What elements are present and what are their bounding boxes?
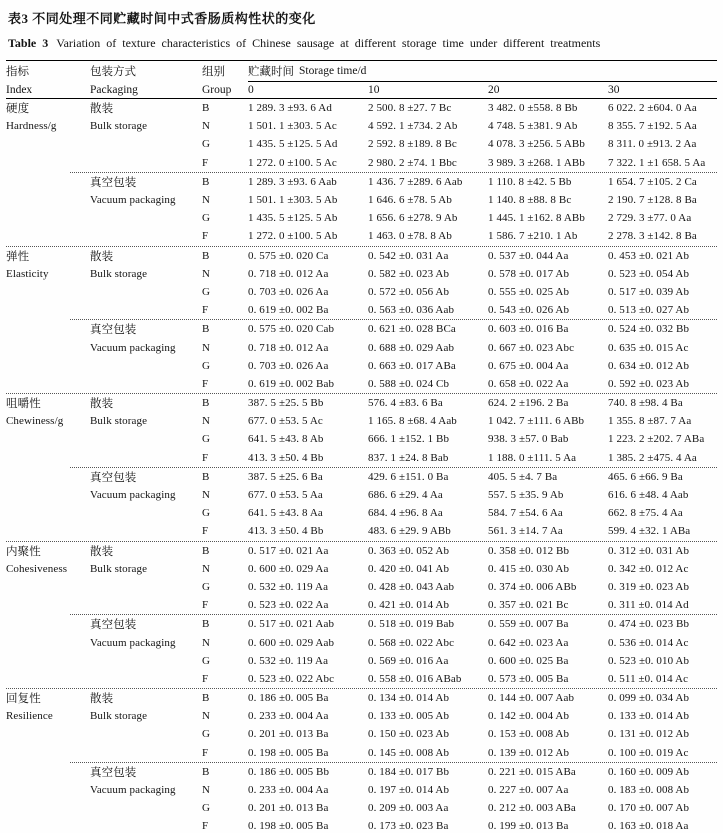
header-storage-zh: 贮藏时间: [248, 65, 294, 78]
cell-value: 387. 5 ±25. 6 Ba: [248, 470, 323, 483]
group-label: F: [202, 304, 209, 317]
cell-value: 0. 592 ±0. 023 Ab: [608, 377, 690, 390]
table-row: [6, 725, 717, 743]
cell-value: 0. 311 ±0. 014 Ad: [608, 599, 689, 612]
cell-value: 1 501. 1 ±303. 5 Ac: [248, 120, 337, 133]
cell-value: 0. 139 ±0. 012 Ab: [488, 746, 570, 759]
packaging-label: Vacuum packaging: [90, 341, 176, 354]
group-label: G: [202, 580, 211, 593]
cell-value: 599. 4 ±32. 1 ABa: [608, 525, 691, 538]
cell-value: 0. 517 ±0. 021 Aab: [248, 618, 335, 631]
group-label: N: [202, 415, 211, 428]
packaging-label: 真空包装: [90, 471, 137, 484]
group-label: F: [202, 820, 209, 833]
cell-value: 2 500. 8 ±27. 7 Bc: [368, 102, 452, 115]
cell-value: 0. 603 ±0. 016 Ba: [488, 323, 569, 336]
group-label: B: [202, 544, 210, 557]
cell-value: 0. 523 ±0. 022 Abc: [248, 672, 335, 685]
packaging-label: 真空包装: [90, 766, 137, 779]
cell-value: 641. 5 ±43. 8 Aa: [248, 507, 323, 520]
group-label: F: [202, 230, 209, 243]
cell-value: 0. 588 ±0. 024 Cb: [368, 377, 450, 390]
header-packaging-en: Packaging: [90, 83, 138, 96]
cell-value: 0. 145 ±0. 008 Ab: [368, 746, 450, 759]
cell-value: 8 311. 0 ±913. 2 Aa: [608, 138, 697, 151]
table-row: [6, 504, 717, 522]
table-row: [6, 99, 717, 117]
cell-value: 7 322. 1 ±1 658. 5 Aa: [608, 156, 706, 169]
cell-value: 0. 133 ±0. 005 Ab: [368, 710, 450, 723]
cell-value: 0. 221 ±0. 015 ABa: [488, 765, 576, 778]
header-row-zh: [6, 61, 717, 81]
cell-value: 0. 635 ±0. 015 Ac: [608, 341, 689, 354]
packaging-label: Bulk storage: [90, 710, 148, 723]
cell-value: 0. 600 ±0. 029 Aa: [248, 562, 329, 575]
cell-value: 0. 415 ±0. 030 Ab: [488, 562, 570, 575]
cell-value: 1 436. 7 ±289. 6 Aab: [368, 175, 463, 188]
group-label: B: [202, 397, 210, 410]
cell-value: 0. 358 ±0. 012 Bb: [488, 544, 570, 557]
index-label: Hardness/g: [6, 120, 57, 133]
cell-value: 0. 474 ±0. 023 Bb: [608, 618, 690, 631]
cell-value: 1 435. 5 ±125. 5 Ad: [248, 138, 338, 151]
cell-value: 0. 186 ±0. 005 Bb: [248, 765, 330, 778]
group-label: B: [202, 175, 210, 188]
cell-value: 0. 642 ±0. 023 Aa: [488, 636, 569, 649]
table-row: [6, 357, 717, 375]
cell-value: 740. 8 ±98. 4 Ba: [608, 397, 683, 410]
cell-value: 465. 6 ±66. 9 Ba: [608, 470, 683, 483]
texture-table: [6, 60, 717, 833]
cell-value: 0. 173 ±0. 023 Ba: [368, 820, 449, 833]
group-label: G: [202, 359, 211, 372]
table-header: [6, 61, 717, 98]
group-label: F: [202, 746, 209, 759]
cell-value: 0. 319 ±0. 023 Ab: [608, 580, 690, 593]
table-row: [6, 247, 717, 265]
cell-value: 0. 667 ±0. 023 Abc: [488, 341, 575, 354]
cell-value: 0. 518 ±0. 019 Bab: [368, 618, 455, 631]
table-row: [6, 670, 717, 688]
cell-value: 413. 3 ±50. 4 Bb: [248, 525, 324, 538]
cell-value: 837. 1 ±24. 8 Bab: [368, 451, 449, 464]
group-label: F: [202, 672, 209, 685]
table-row: [6, 542, 717, 560]
cell-value: 0. 663 ±0. 017 ABa: [368, 359, 456, 372]
cell-value: 0. 513 ±0. 027 Ab: [608, 304, 690, 317]
group-label: G: [202, 138, 211, 151]
table-row: [6, 799, 717, 817]
cell-value: 1 272. 0 ±100. 5 Ab: [248, 230, 338, 243]
packaging-label: 真空包装: [90, 176, 137, 189]
index-label: 咀嚼性: [6, 398, 41, 411]
header-packaging-zh: 包装方式: [90, 66, 136, 78]
cell-value: 0. 163 ±0. 018 Aa: [608, 820, 689, 833]
cell-value: 641. 5 ±43. 8 Ab: [248, 433, 324, 446]
cell-value: 4 592. 1 ±734. 2 Ab: [368, 120, 458, 133]
packaging-label: Bulk storage: [90, 415, 148, 428]
group-label: G: [202, 433, 211, 446]
cell-value: 0. 517 ±0. 021 Aa: [248, 544, 329, 557]
cell-value: 4 748. 5 ±381. 9 Ab: [488, 120, 578, 133]
header-row-en: [6, 81, 717, 98]
group-label: G: [202, 654, 211, 667]
table-row: [6, 209, 717, 227]
cell-value: 0. 568 ±0. 022 Abc: [368, 636, 455, 649]
cell-value: 0. 573 ±0. 005 Ba: [488, 672, 569, 685]
cell-value: 0. 134 ±0. 014 Ab: [368, 692, 450, 705]
cell-value: 0. 537 ±0. 044 Aa: [488, 249, 569, 262]
group-label: B: [202, 692, 210, 705]
cell-value: 1 110. 8 ±42. 5 Bb: [488, 175, 572, 188]
table-row: [6, 265, 717, 283]
cell-value: 0. 357 ±0. 021 Bc: [488, 599, 569, 612]
table-row: [6, 154, 717, 172]
cell-value: 2 980. 2 ±74. 1 Bbc: [368, 156, 457, 169]
cell-value: 1 435. 5 ±125. 5 Ab: [248, 212, 338, 225]
packaging-label: 散装: [90, 693, 114, 706]
group-label: F: [202, 377, 209, 390]
index-label: Chewiness/g: [6, 415, 64, 428]
table-row: [6, 689, 717, 707]
cell-value: 0. 542 ±0. 031 Aa: [368, 249, 449, 262]
group-label: G: [202, 507, 211, 520]
cell-value: 0. 575 ±0. 020 Cab: [248, 323, 335, 336]
cell-value: 0. 100 ±0. 019 Ac: [608, 746, 689, 759]
header-time-10: 10: [368, 83, 380, 96]
table-row: [6, 117, 717, 135]
packaging-label: 真空包装: [90, 619, 137, 632]
table-row: [6, 817, 717, 833]
cell-value: 677. 0 ±53. 5 Aa: [248, 489, 323, 502]
cell-value: 0. 558 ±0. 016 ABab: [368, 672, 462, 685]
cell-value: 0. 363 ±0. 052 Ab: [368, 544, 450, 557]
cell-value: 0. 523 ±0. 022 Aa: [248, 599, 329, 612]
group-label: N: [202, 489, 211, 502]
header-index-en: Index: [6, 83, 33, 96]
table-row: [6, 135, 717, 153]
group-label: B: [202, 102, 210, 115]
cell-value: 686. 6 ±29. 4 Aa: [368, 489, 443, 502]
table-row: [6, 338, 717, 356]
cell-value: 0. 536 ±0. 014 Ac: [608, 636, 689, 649]
group-label: N: [202, 710, 211, 723]
cell-value: 0. 453 ±0. 021 Ab: [608, 249, 690, 262]
cell-value: 561. 3 ±14. 7 Aa: [488, 525, 563, 538]
table-row: [6, 560, 717, 578]
cell-value: 6 022. 2 ±604. 0 Aa: [608, 102, 697, 115]
cell-value: 557. 5 ±35. 9 Ab: [488, 489, 564, 502]
header-storage-en: Storage time/d: [299, 64, 367, 77]
cell-value: 0. 703 ±0. 026 Aa: [248, 359, 329, 372]
cell-value: 0. 421 ±0. 014 Ab: [368, 599, 450, 612]
cell-value: 0. 517 ±0. 039 Ab: [608, 285, 690, 298]
table-row: [6, 744, 717, 762]
cell-value: 0. 718 ±0. 012 Aa: [248, 267, 329, 280]
cell-value: 0. 532 ±0. 119 Aa: [248, 654, 329, 667]
table-row: [6, 301, 717, 319]
table-row: [6, 652, 717, 670]
cell-value: 0. 532 ±0. 119 Aa: [248, 580, 329, 593]
cell-value: 2 278. 3 ±142. 8 Ba: [608, 230, 697, 243]
packaging-label: 散装: [90, 398, 114, 411]
index-label: Cohesiveness: [6, 562, 68, 575]
cell-value: 3 482. 0 ±558. 8 Bb: [488, 102, 578, 115]
index-label: 回复性: [6, 693, 41, 706]
cell-value: 0. 675 ±0. 004 Aa: [488, 359, 569, 372]
index-label: Resilience: [6, 710, 53, 723]
group-label: G: [202, 728, 211, 741]
table-title-en-label: Table 3: [8, 36, 49, 50]
table-row: [6, 486, 717, 504]
table-row: [6, 522, 717, 540]
table-row: [6, 283, 717, 301]
group-label: N: [202, 562, 211, 575]
group-label: N: [202, 267, 211, 280]
index-label: Elasticity: [6, 267, 49, 280]
cell-value: 3 989. 3 ±268. 1 ABb: [488, 156, 585, 169]
table-row: [6, 227, 717, 245]
cell-value: 0. 420 ±0. 041 Ab: [368, 562, 450, 575]
table-row: [6, 191, 717, 209]
cell-value: 1 463. 0 ±78. 8 Ab: [368, 230, 452, 243]
group-label: B: [202, 323, 210, 336]
cell-value: 0. 428 ±0. 043 Aab: [368, 580, 455, 593]
cell-value: 1 140. 8 ±88. 8 Bc: [488, 194, 572, 207]
cell-value: 0. 718 ±0. 012 Aa: [248, 341, 329, 354]
table-row: [6, 430, 717, 448]
cell-value: 0. 099 ±0. 034 Ab: [608, 692, 690, 705]
cell-value: 0. 559 ±0. 007 Ba: [488, 618, 569, 631]
table-row: [6, 375, 717, 393]
cell-value: 1 586. 7 ±210. 1 Ab: [488, 230, 578, 243]
header-group-zh: 组别: [202, 66, 225, 78]
cell-value: 576. 4 ±83. 6 Ba: [368, 397, 443, 410]
index-label: 弹性: [6, 250, 30, 263]
group-label: N: [202, 341, 211, 354]
cell-value: 0. 572 ±0. 056 Ab: [368, 285, 450, 298]
cell-value: 666. 1 ±152. 1 Bb: [368, 433, 450, 446]
table-title-en: [6, 36, 717, 51]
header-storage-time: [248, 61, 717, 82]
cell-value: 0. 524 ±0. 032 Bb: [608, 323, 690, 336]
cell-value: 938. 3 ±57. 0 Bab: [488, 433, 569, 446]
group-label: F: [202, 599, 209, 612]
packaging-label: Bulk storage: [90, 562, 148, 575]
cell-value: 1 501. 1 ±303. 5 Ab: [248, 194, 338, 207]
group-label: B: [202, 765, 210, 778]
cell-value: 0. 184 ±0. 017 Bb: [368, 765, 450, 778]
cell-value: 2 190. 7 ±128. 8 Ba: [608, 194, 697, 207]
packaging-label: Bulk storage: [90, 120, 148, 133]
cell-value: 0. 600 ±0. 025 Ba: [488, 654, 569, 667]
group-label: N: [202, 784, 211, 797]
packaging-label: Vacuum packaging: [90, 489, 176, 502]
cell-value: 1 188. 0 ±111. 5 Aa: [488, 451, 577, 464]
packaging-label: Vacuum packaging: [90, 784, 176, 797]
cell-value: 0. 621 ±0. 028 BCa: [368, 323, 456, 336]
cell-value: 0. 619 ±0. 002 Bab: [248, 377, 335, 390]
group-label: G: [202, 285, 211, 298]
cell-value: 1 289. 3 ±93. 6 Ad: [248, 102, 332, 115]
packaging-label: Vacuum packaging: [90, 194, 176, 207]
cell-value: 0. 511 ±0. 014 Ac: [608, 672, 689, 685]
packaging-label: 散装: [90, 103, 114, 116]
packaging-label: 真空包装: [90, 324, 137, 337]
cell-value: 0. 233 ±0. 004 Aa: [248, 710, 329, 723]
table-row: [6, 173, 717, 191]
cell-value: 616. 6 ±48. 4 Aab: [608, 489, 689, 502]
cell-value: 0. 198 ±0. 005 Ba: [248, 746, 329, 759]
cell-value: 0. 578 ±0. 017 Ab: [488, 267, 570, 280]
cell-value: 0. 523 ±0. 054 Ab: [608, 267, 690, 280]
cell-value: 1 272. 0 ±100. 5 Ac: [248, 156, 337, 169]
cell-value: 1 165. 8 ±68. 4 Aab: [368, 415, 457, 428]
packaging-label: Vacuum packaging: [90, 636, 176, 649]
cell-value: 0. 201 ±0. 013 Ba: [248, 802, 329, 815]
cell-value: 0. 197 ±0. 014 Ab: [368, 784, 450, 797]
group-label: G: [202, 212, 211, 225]
cell-value: 1 223. 2 ±202. 7 ABa: [608, 433, 705, 446]
cell-value: 1 656. 6 ±278. 9 Ab: [368, 212, 458, 225]
table-row: [6, 781, 717, 799]
cell-value: 0. 227 ±0. 007 Aa: [488, 784, 569, 797]
cell-value: 0. 555 ±0. 025 Ab: [488, 285, 570, 298]
cell-value: 0. 619 ±0. 002 Ba: [248, 304, 329, 317]
table-row: [6, 412, 717, 430]
cell-value: 0. 160 ±0. 009 Ab: [608, 765, 690, 778]
header-time-30: 30: [608, 83, 620, 96]
cell-value: 0. 142 ±0. 004 Ab: [488, 710, 570, 723]
index-label: 硬度: [6, 103, 30, 116]
table-title-zh: 表3 不同处理不同贮藏时间中式香肠质构性状的变化: [8, 11, 316, 26]
group-label: G: [202, 802, 211, 815]
cell-value: 0. 201 ±0. 013 Ba: [248, 728, 329, 741]
cell-value: 1 355. 8 ±87. 7 Aa: [608, 415, 692, 428]
cell-value: 0. 342 ±0. 012 Ac: [608, 562, 689, 575]
cell-value: 0. 170 ±0. 007 Ab: [608, 802, 690, 815]
packaging-label: Bulk storage: [90, 267, 148, 280]
group-label: F: [202, 156, 209, 169]
cell-value: 429. 6 ±151. 0 Ba: [368, 470, 449, 483]
cell-value: 0. 688 ±0. 029 Aab: [368, 341, 455, 354]
table-row: [6, 449, 717, 467]
group-label: N: [202, 120, 211, 133]
header-time-0: 0: [248, 83, 254, 96]
cell-value: 624. 2 ±196. 2 Ba: [488, 397, 569, 410]
cell-value: 1 646. 6 ±78. 5 Ab: [368, 194, 452, 207]
cell-value: 2 729. 3 ±77. 0 Aa: [608, 212, 692, 225]
cell-value: 0. 563 ±0. 036 Aab: [368, 304, 455, 317]
group-label: B: [202, 618, 210, 631]
cell-value: 0. 575 ±0. 020 Ca: [248, 249, 329, 262]
group-label: N: [202, 194, 211, 207]
header-group-en: Group: [202, 83, 232, 96]
group-label: B: [202, 249, 210, 262]
table-row: [6, 763, 717, 781]
table-row: [6, 596, 717, 614]
group-label: B: [202, 470, 210, 483]
cell-value: 0. 703 ±0. 026 Aa: [248, 285, 329, 298]
table-title-en-text: Variation of texture characteristics of Chinese sausage at different storage time under different treatments: [56, 36, 601, 50]
cell-value: 0. 198 ±0. 005 Ba: [248, 820, 329, 833]
table-row: [6, 615, 717, 633]
cell-value: 684. 4 ±96. 8 Aa: [368, 507, 443, 520]
cell-value: 1 289. 3 ±93. 6 Aab: [248, 175, 337, 188]
packaging-label: 散装: [90, 250, 114, 263]
table-row: [6, 707, 717, 725]
cell-value: 0. 133 ±0. 014 Ab: [608, 710, 690, 723]
cell-value: 0. 582 ±0. 023 Ab: [368, 267, 450, 280]
cell-value: 1 385. 2 ±475. 4 Aa: [608, 451, 697, 464]
table-row: [6, 320, 717, 338]
cell-value: 0. 199 ±0. 013 Ba: [488, 820, 569, 833]
cell-value: 8 355. 7 ±192. 5 Aa: [608, 120, 697, 133]
cell-value: 483. 6 ±29. 9 ABb: [368, 525, 451, 538]
cell-value: 1 654. 7 ±105. 2 Ca: [608, 175, 697, 188]
cell-value: 0. 634 ±0. 012 Ab: [608, 359, 690, 372]
cell-value: 0. 543 ±0. 026 Ab: [488, 304, 570, 317]
cell-value: 413. 3 ±50. 4 Bb: [248, 451, 324, 464]
group-label: N: [202, 636, 211, 649]
group-label: F: [202, 525, 209, 538]
cell-value: 0. 374 ±0. 006 ABb: [488, 580, 577, 593]
cell-value: 1 042. 7 ±111. 6 ABb: [488, 415, 585, 428]
cell-value: 662. 8 ±75. 4 Aa: [608, 507, 683, 520]
index-label: 内聚性: [6, 545, 41, 558]
table-row: [6, 394, 717, 412]
cell-value: 0. 658 ±0. 022 Aa: [488, 377, 569, 390]
cell-value: 0. 183 ±0. 008 Ab: [608, 784, 690, 797]
header-index-zh: 指标: [6, 66, 29, 78]
cell-value: 0. 523 ±0. 010 Ab: [608, 654, 690, 667]
table-row: [6, 578, 717, 596]
cell-value: 0. 186 ±0. 005 Ba: [248, 692, 329, 705]
cell-value: 0. 131 ±0. 012 Ab: [608, 728, 690, 741]
cell-value: 0. 150 ±0. 023 Ab: [368, 728, 450, 741]
group-label: F: [202, 451, 209, 464]
cell-value: 4 078. 3 ±256. 5 ABb: [488, 138, 585, 151]
cell-value: 2 592. 8 ±189. 8 Bc: [368, 138, 457, 151]
cell-value: 0. 312 ±0. 031 Ab: [608, 544, 690, 557]
table-body: [6, 99, 717, 833]
cell-value: 405. 5 ±4. 7 Ba: [488, 470, 558, 483]
cell-value: 0. 209 ±0. 003 Aa: [368, 802, 449, 815]
packaging-label: 散装: [90, 545, 114, 558]
header-time-20: 20: [488, 83, 500, 96]
cell-value: 0. 233 ±0. 004 Aa: [248, 784, 329, 797]
cell-value: 0. 600 ±0. 029 Aab: [248, 636, 335, 649]
table-row: [6, 468, 717, 486]
cell-value: 0. 144 ±0. 007 Aab: [488, 692, 575, 705]
cell-value: 1 445. 1 ±162. 8 ABb: [488, 212, 585, 225]
cell-value: 584. 7 ±54. 6 Aa: [488, 507, 563, 520]
cell-value: 0. 212 ±0. 003 ABa: [488, 802, 576, 815]
cell-value: 0. 153 ±0. 008 Ab: [488, 728, 570, 741]
cell-value: 387. 5 ±25. 5 Bb: [248, 397, 324, 410]
cell-value: 0. 569 ±0. 016 Aa: [368, 654, 449, 667]
cell-value: 677. 0 ±53. 5 Ac: [248, 415, 323, 428]
table-row: [6, 633, 717, 651]
